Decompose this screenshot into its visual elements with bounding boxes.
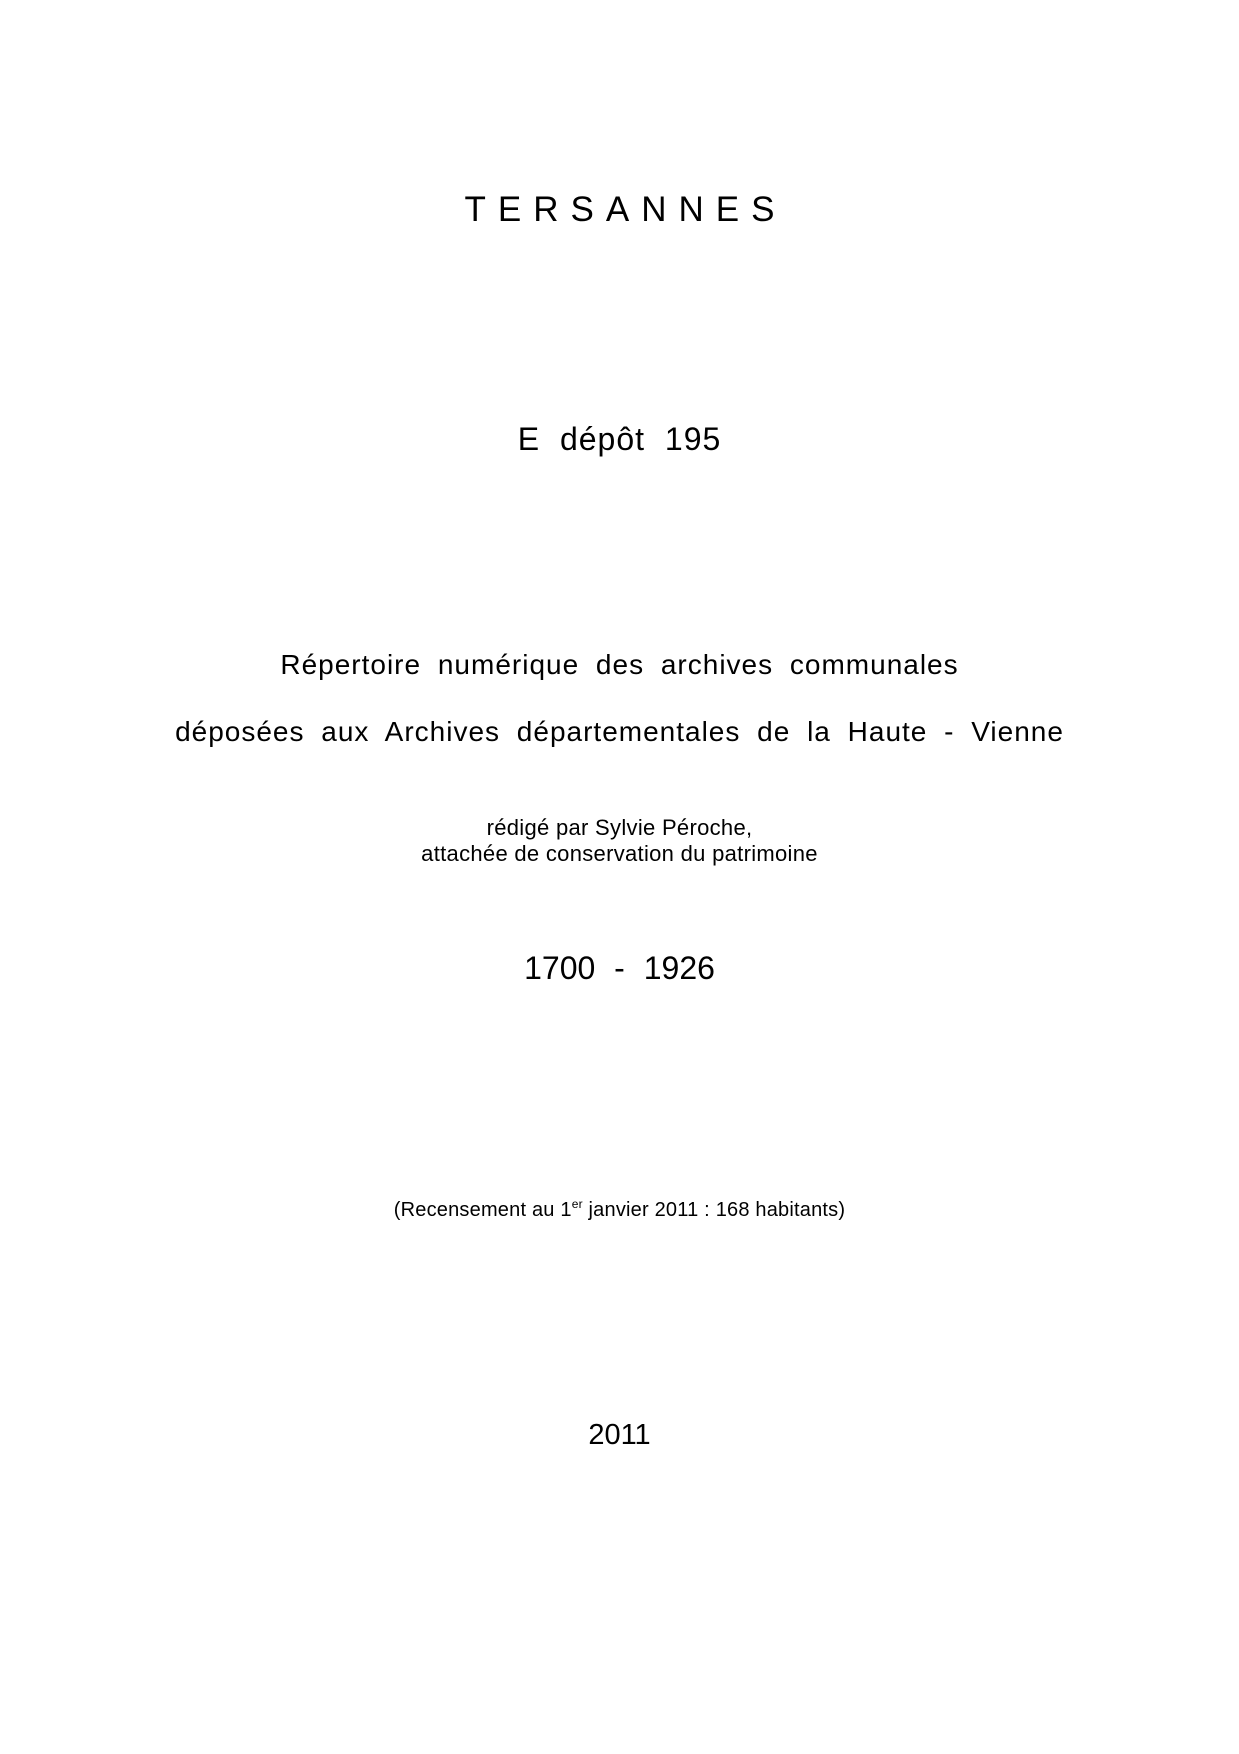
census-suffix: janvier 2011 : 168 habitants) (582, 1199, 846, 1221)
author-title-line: attachée de conservation du patrimoine (421, 841, 818, 866)
archive-reference: E dépôt 195 (517, 421, 722, 457)
census-prefix: (Recensement au 1 (393, 1199, 572, 1221)
publication-year: 2011 (588, 1419, 651, 1451)
date-range: 1700 - 1926 (524, 950, 715, 986)
census-superscript: er (571, 1197, 583, 1211)
census-note (0, 1197, 1239, 1221)
author-line: rédigé par Sylvie Péroche, (486, 815, 753, 840)
commune-title: TERSANNES (464, 190, 787, 229)
repertoire-line-2: déposées aux Archives départementales de la Haute - Vienne (175, 716, 1064, 747)
repertoire-line-1: Répertoire numérique des archives communales (280, 649, 959, 680)
